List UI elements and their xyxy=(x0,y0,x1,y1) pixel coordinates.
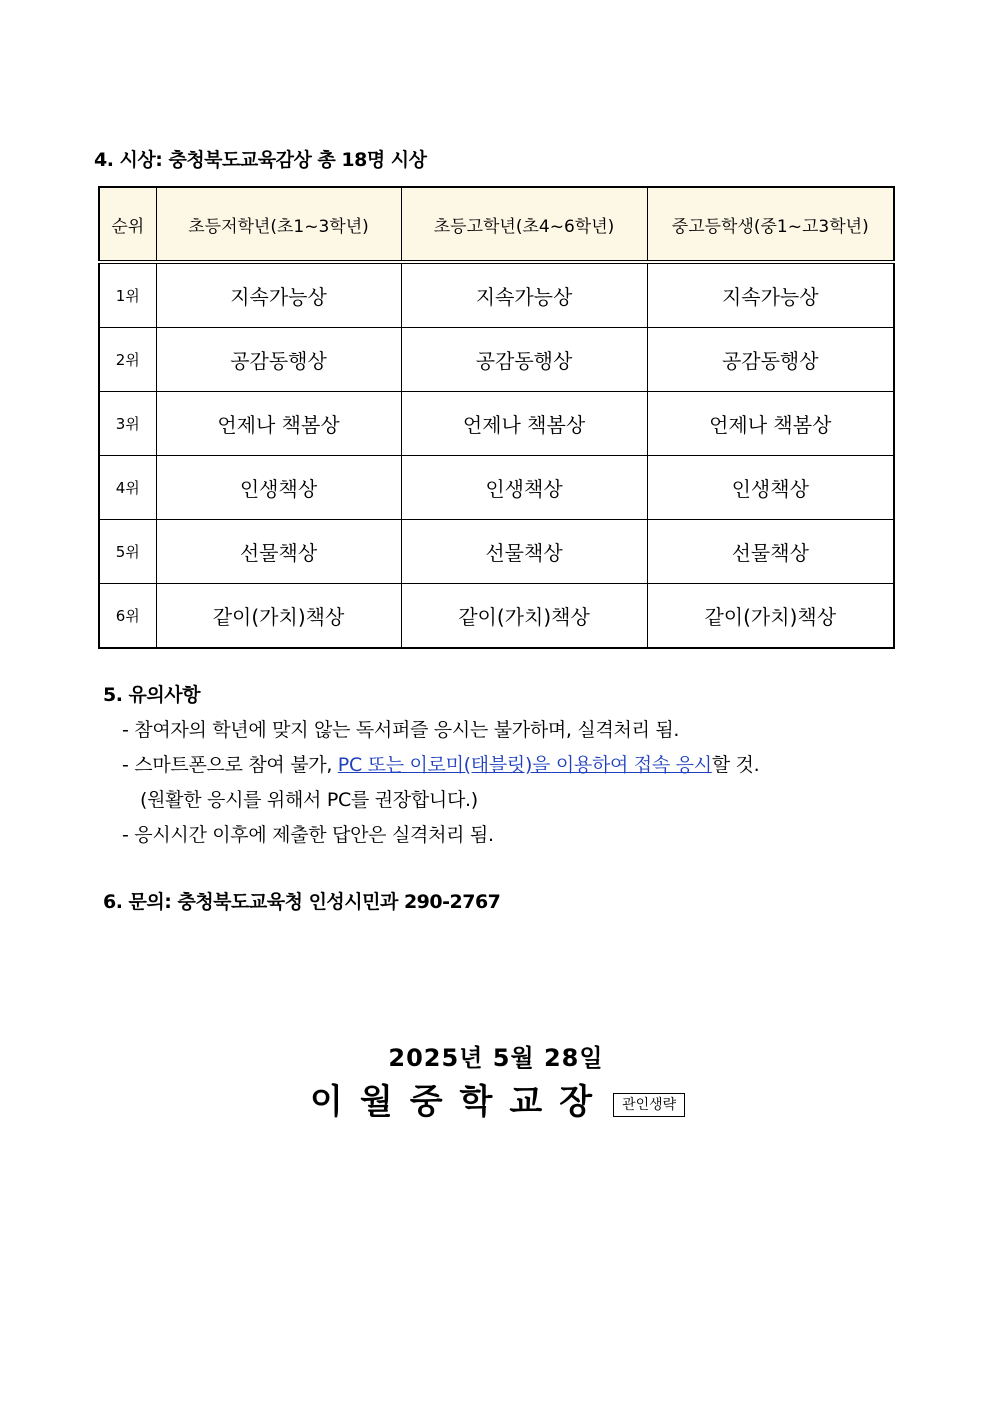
signature-block xyxy=(310,1074,685,1123)
note-device-suffix: 할 것. xyxy=(711,754,760,776)
section4-title: 4. 시상: 충청북도교육감상 총 18명 시상 xyxy=(94,149,427,171)
award-cell: 같이(가치)책상 xyxy=(156,584,401,649)
award-cell: 인생책상 xyxy=(401,456,647,520)
table-row xyxy=(99,456,894,520)
rank-cell: 5위 xyxy=(99,520,156,584)
award-cell: 같이(가치)책상 xyxy=(401,584,647,649)
note-pc-recommended: (원활한 응시를 위해서 PC를 권장합니다.) xyxy=(140,789,478,811)
award-cell: 언제나 책봄상 xyxy=(401,392,647,456)
table-row xyxy=(99,584,894,649)
note-device-prefix: - 스마트폰으로 참여 불가, xyxy=(122,754,338,776)
note-device xyxy=(122,750,759,777)
award-cell: 언제나 책봄상 xyxy=(647,392,894,456)
awards-table xyxy=(98,186,895,649)
table-row xyxy=(99,262,894,328)
award-cell: 공감동행상 xyxy=(156,328,401,392)
rank-cell: 4위 xyxy=(99,456,156,520)
award-cell: 선물책상 xyxy=(401,520,647,584)
note-grade-mismatch: - 참여자의 학년에 맞지 않는 독서퍼즐 응시는 불가하며, 실격처리 됨. xyxy=(122,719,680,741)
table-row xyxy=(99,328,894,392)
table-row xyxy=(99,392,894,456)
award-cell: 언제나 책봄상 xyxy=(156,392,401,456)
award-cell: 인생책상 xyxy=(156,456,401,520)
rank-cell: 3위 xyxy=(99,392,156,456)
principal-title: 이월중학교장 xyxy=(310,1082,610,1122)
header-elementary-lower: 초등저학년(초1~3학년) xyxy=(156,187,401,262)
award-cell: 지속가능상 xyxy=(401,262,647,328)
document-date: 2025년 5월 28일 xyxy=(388,1044,604,1072)
award-cell: 지속가능상 xyxy=(156,262,401,328)
award-cell: 공감동행상 xyxy=(401,328,647,392)
rank-cell: 6위 xyxy=(99,584,156,649)
award-cell: 지속가능상 xyxy=(647,262,894,328)
section6-title: 6. 문의: 충청북도교육청 인성시민과 290-2767 xyxy=(103,891,501,913)
note-late-submission: - 응시시간 이후에 제출한 답안은 실격처리 됨. xyxy=(122,824,494,846)
section5-title: 5. 유의사항 xyxy=(103,684,200,706)
award-cell: 선물책상 xyxy=(647,520,894,584)
access-link[interactable]: PC 또는 이로미(태블릿)을 이용하여 접속 응시 xyxy=(337,754,712,776)
award-cell: 인생책상 xyxy=(647,456,894,520)
award-cell: 같이(가치)책상 xyxy=(647,584,894,649)
header-rank: 순위 xyxy=(99,187,156,262)
header-middle-high: 중고등학생(중1~고3학년) xyxy=(647,187,894,262)
seal-omitted-box: 관인생략 xyxy=(613,1093,685,1117)
rank-cell: 2위 xyxy=(99,328,156,392)
table-row xyxy=(99,520,894,584)
table-header-row xyxy=(99,187,894,262)
rank-cell: 1위 xyxy=(99,262,156,328)
award-cell: 선물책상 xyxy=(156,520,401,584)
award-cell: 공감동행상 xyxy=(647,328,894,392)
header-elementary-upper: 초등고학년(초4~6학년) xyxy=(401,187,647,262)
